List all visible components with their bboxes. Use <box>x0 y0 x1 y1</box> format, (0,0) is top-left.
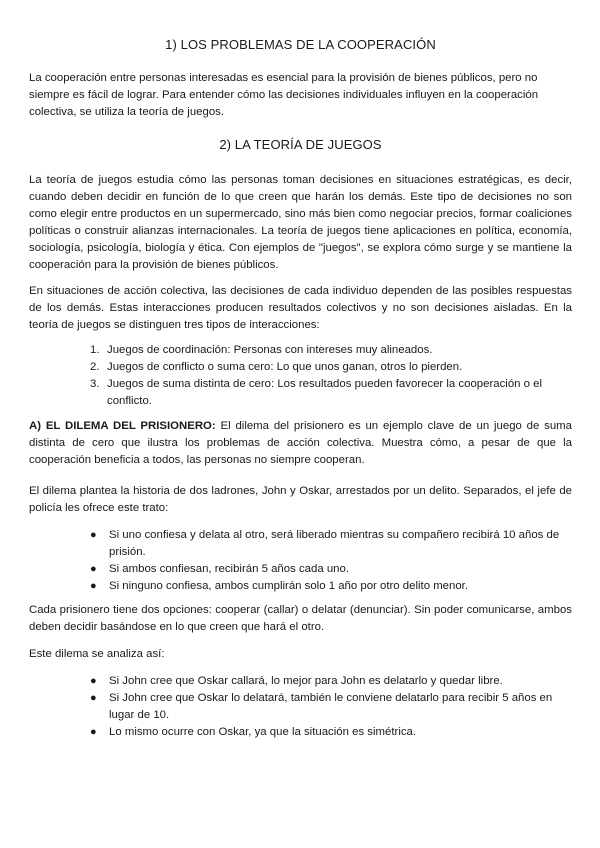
list-item-text: Juegos de conflicto o suma cero: Lo que unos ganan, otros lo pierden. <box>107 361 463 373</box>
list-item-text: Lo mismo ocurre con Oskar, ya que la situación es simétrica. <box>109 726 417 738</box>
dilemma-heading: A) EL DILEMA DEL PRISIONERO: <box>29 420 216 432</box>
list-item <box>29 690 572 724</box>
list-item-text: Si ambos confiesan, recibirán 5 años cada uno. <box>109 563 349 575</box>
section-2-paragraph-2: En situaciones de acción colectiva, las decisiones de cada individuo dependen de las posibles respuestas de los demás. Estas interacciones producen resultados colectivos y no son decisiones aisladas. En la teoría de juegos se distinguen tres tipos de interacciones: <box>29 285 572 331</box>
dilemma-intro-text: El dilema del prisionero es un ejemplo clave de un juego de suma distinta de cero que ilustra los problemas de acción colectiva. Muestra cómo, a pesar de que la cooperación beneficia a todos, las personas no siempre cooperan. <box>29 420 572 466</box>
dilemma-options-paragraph: Cada prisionero tiene dos opciones: cooperar (callar) o delatar (denunciar). Sin poder comunicarse, ambos deben decidir basándose en lo que creen que hará el otro. <box>29 604 572 633</box>
bullet-icon: ● <box>90 529 97 541</box>
deal-list <box>29 527 572 595</box>
section-2-paragraph-1: La teoría de juegos estudia cómo las personas toman decisiones en situaciones estratégicas, es decir, cuando deben decidir en función de lo que creen que harán los demás. Este tipo de decisiones no son como elegir entre productos en un supermercado, sino más bien como negociar precios, formar coaliciones políticas o construir alianzas internacionales. La teoría de juegos tiene aplicaciones en política, economía, sociología, psicología, biología y ética. Con ejemplos de "juegos", se explora cómo surge y se mantiene la cooperación para la provisión de bienes públicos. <box>29 174 572 271</box>
bullet-icon: ● <box>90 726 97 738</box>
list-number: 3. <box>90 378 100 390</box>
dilemma-analysis-intro: Este dilema se analiza así: <box>29 648 165 660</box>
bullet-icon: ● <box>90 692 97 704</box>
interaction-types-list <box>29 342 572 410</box>
list-item-text: Si ninguno confiesa, ambos cumplirán solo 1 año por otro delito menor. <box>109 580 469 592</box>
bullet-icon: ● <box>90 675 97 687</box>
list-item-text: Si John cree que Oskar lo delatará, también le conviene delatarlo para recibir 5 años en lugar de 10. <box>109 692 553 721</box>
section-2-title: 2) LA TEORÍA DE JUEGOS <box>219 137 382 152</box>
section-1-paragraph: La cooperación entre personas interesadas es esencial para la provisión de bienes públicos, pero no siempre es fácil de lograr. Para entender cómo las decisiones individuales influyen en la cooperación colectiva, se utiliza la teoría de juegos. <box>29 72 539 118</box>
list-item <box>29 724 572 741</box>
list-item <box>29 527 572 561</box>
dilemma-story-paragraph: El dilema plantea la historia de dos ladrones, John y Oskar, arrestados por un delito. Separados, el jefe de policía les ofrece este trato: <box>29 485 572 514</box>
list-item <box>29 673 572 690</box>
list-item <box>29 561 572 578</box>
list-item <box>29 376 572 410</box>
dilemma-intro-paragraph <box>29 418 572 469</box>
list-item <box>29 359 572 376</box>
bullet-icon: ● <box>90 563 97 575</box>
list-number: 2. <box>90 361 100 373</box>
list-item <box>29 578 572 595</box>
section-1-title: 1) LOS PROBLEMAS DE LA COOPERACIÓN <box>165 37 436 52</box>
list-item-text: Juegos de suma distinta de cero: Los resultados pueden favorecer la cooperación o el conflicto. <box>107 378 543 407</box>
list-item-text: Si uno confiesa y delata al otro, será liberado mientras su compañero recibirá 10 años de prisión. <box>109 529 560 558</box>
list-item-text: Juegos de coordinación: Personas con intereses muy alineados. <box>107 344 433 356</box>
list-item-text: Si John cree que Oskar callará, lo mejor para John es delatarlo y quedar libre. <box>109 675 503 687</box>
analysis-list <box>29 673 572 741</box>
bullet-icon: ● <box>90 580 97 592</box>
list-item <box>29 342 572 359</box>
list-number: 1. <box>90 344 100 356</box>
